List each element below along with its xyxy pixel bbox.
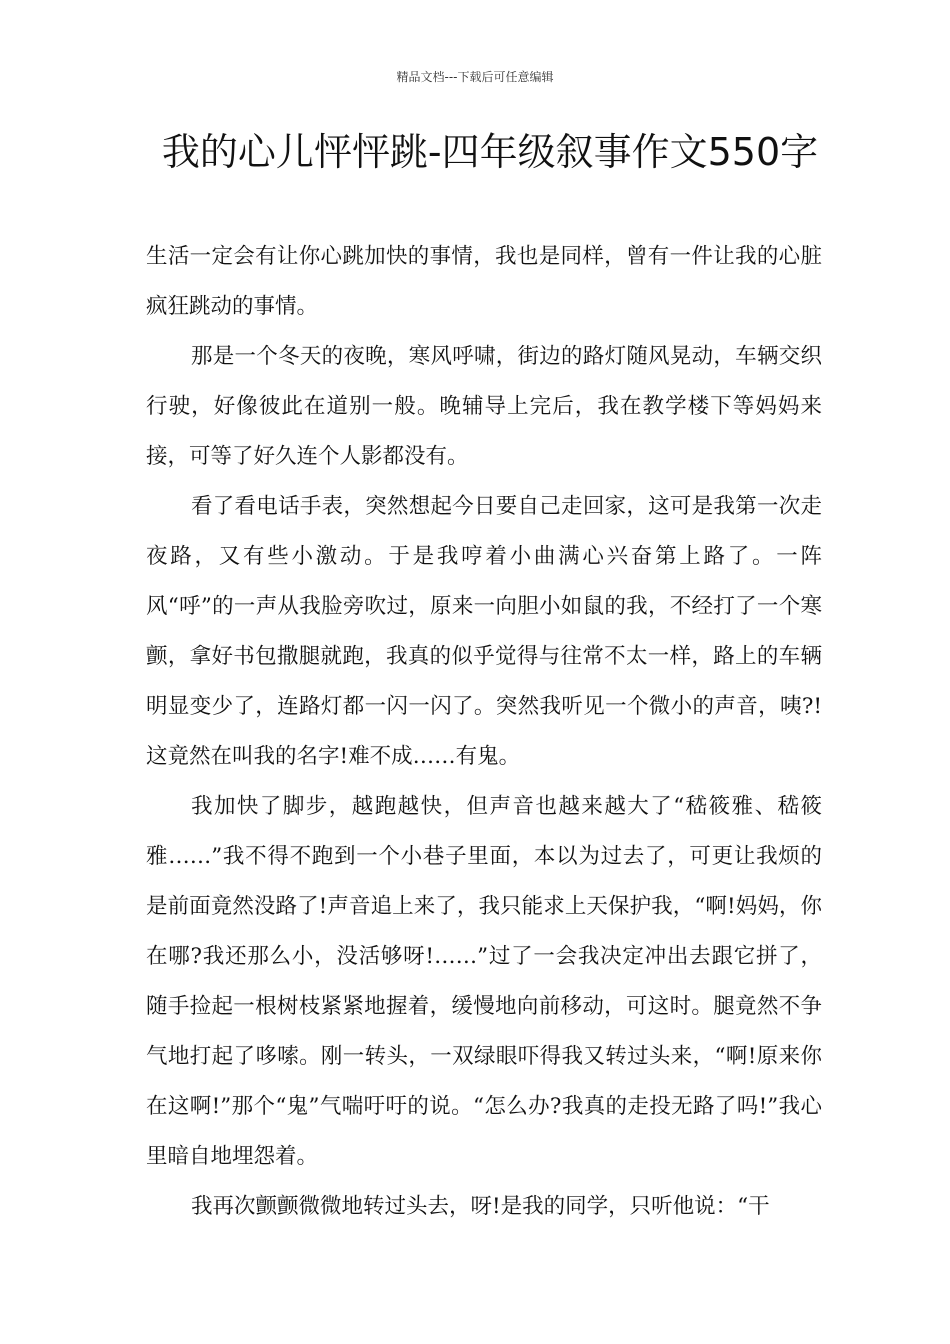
- header-note: 精品文档---下载后可任意编辑: [396, 70, 554, 84]
- article-body: [146, 232, 822, 1232]
- paragraph-4: 我加快了脚步，越跑越快，但声音也越来越大了“嵇筱雅、嵇筱雅……”我不得不跑到一个小巷子里面，本以为过去了，可更让我烦的是前面竟然没路了!声音追上来了，我只能求上天保护我，“啊!妈妈，你在哪?我还那么小，没活够呀!……”过了一会我决定冲出去跟它拼了，随手捡起一根树枝紧紧地握着，缓慢地向前移动，可这时。腿竟然不争气地打起了哆嗦。刚一转头，一双绿眼吓得我又转过头来，“啊!原来你在这啊!”那个“鬼”气喘吁吁的说。“怎么办?我真的走投无路了吗!”我心里暗自地埋怨着。: [146, 794, 822, 1169]
- paragraph-5: 我再次颤颤微微地转过头去，呀!是我的同学，只听他说：“干: [191, 1194, 770, 1219]
- paragraph-1: 生活一定会有让你心跳加快的事情，我也是同样，曾有一件让我的心脏疯狂跳动的事情。: [146, 244, 822, 319]
- paragraph-3: 看了看电话手表，突然想起今日要自己走回家，这可是我第一次走夜路，又有些小激动。于是我哼着小曲满心兴奋第上路了。一阵风“呼”的一声从我脸旁吹过，原来一向胆小如鼠的我，不经打了一个寒颤，拿好书包撒腿就跑，我真的似乎觉得与往常不太一样，路上的车辆明显变少了，连路灯都一闪一闪了。突然我听见一个微小的声音，咦?!这竟然在叫我的名字!难不成……有鬼。: [146, 494, 822, 769]
- paragraph-2: 那是一个冬天的夜晚，寒风呼啸，街边的路灯随风晃动，车辆交织行驶，好像彼此在道别一般。晚辅导上完后，我在教学楼下等妈妈来接，可等了好久连个人影都没有。: [146, 344, 822, 469]
- document-title: 我的心儿怦怦跳-四年级叙事作文550字: [161, 130, 819, 174]
